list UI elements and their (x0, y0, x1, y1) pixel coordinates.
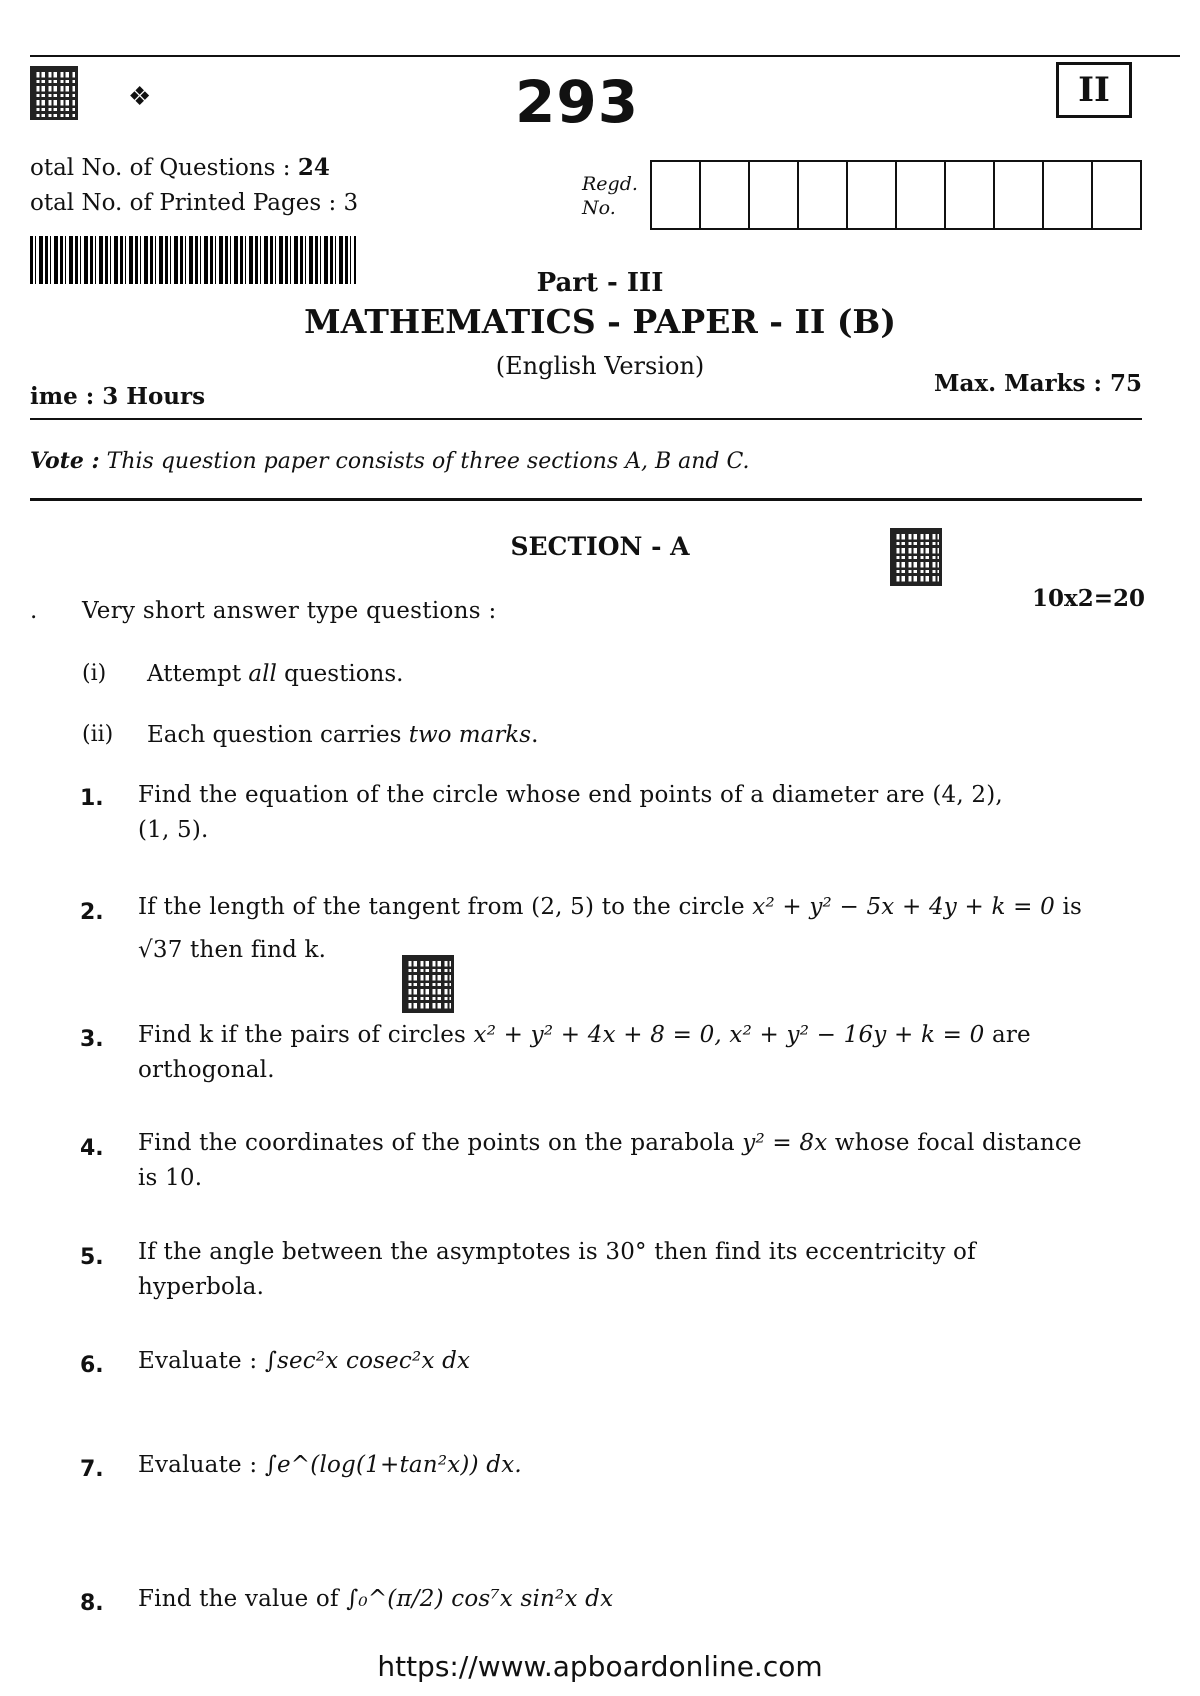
math-expression: y² = 8x (742, 1130, 828, 1156)
note-rule (30, 498, 1142, 501)
set-code-badge: II (1056, 62, 1132, 118)
question-text-part: If the length of the tangent from (2, 5) to the circle (138, 894, 753, 920)
section-marks: 10x2=20 (1031, 585, 1145, 612)
question-text-part: Find the value of (138, 1586, 347, 1612)
top-rule (30, 55, 1180, 57)
regd-digit-box (701, 162, 750, 228)
question-text (138, 1582, 1113, 1617)
question-text-part: Find k if the pairs of circles (138, 1022, 474, 1048)
question-line: is 10. (138, 1165, 203, 1191)
subject-title: MATHEMATICS - PAPER - II (B) (304, 302, 896, 341)
total-questions (30, 154, 330, 181)
regd-digit-box (799, 162, 848, 228)
regd-digit-box (848, 162, 897, 228)
question-text (138, 1126, 1113, 1196)
question-text (138, 1344, 1113, 1379)
question-number: 3. (80, 1027, 104, 1052)
question-line (138, 890, 1113, 925)
math-expression: x² + y² + 4x + 8 = 0, x² + y² − 16y + k = 0 (473, 1022, 985, 1048)
regd-number-boxes (650, 160, 1142, 230)
question-text-part: are (984, 1022, 1031, 1048)
question-text (138, 1448, 1113, 1483)
instruction-text-part: . (531, 722, 539, 748)
question-number: 1. (80, 786, 104, 811)
question-line (138, 1126, 1113, 1161)
regd-no-label (582, 172, 638, 220)
question-line: If the angle between the asymptotes is 30° then find its eccentricity of (138, 1239, 976, 1265)
section-intro: Very short answer type questions : (82, 598, 497, 624)
section-title: SECTION - A (510, 532, 690, 561)
diamond-ornament-icon: ❖ (128, 82, 152, 112)
question-text (138, 1018, 1113, 1088)
header-rule (30, 418, 1142, 420)
time-allowed: ime : 3 Hours (30, 383, 206, 410)
qr-code-icon (890, 528, 942, 586)
qr-code-icon (30, 66, 78, 120)
question-line (138, 1018, 1113, 1053)
regd-digit-box (995, 162, 1044, 228)
question-text-part: Evaluate : (138, 1348, 265, 1374)
math-expression: ∫₀^(π/2) cos⁷x sin²x dx (346, 1586, 614, 1612)
question-line: Find the equation of the circle whose end points of a diameter are (4, 2), (138, 782, 1003, 808)
question-number: 8. (80, 1591, 104, 1616)
question-number: 4. (80, 1136, 104, 1161)
question-number: 5. (80, 1245, 104, 1270)
question-number: 2. (80, 900, 104, 925)
instruction-text-part: Attempt (147, 661, 249, 687)
regd-digit-box (897, 162, 946, 228)
regd-digit-box (750, 162, 799, 228)
question-line: orthogonal. (138, 1057, 275, 1083)
qr-code-icon (402, 955, 454, 1013)
question-text-part: is (1054, 894, 1083, 920)
regd-digit-box (1044, 162, 1093, 228)
instruction-text-part: Each question carries (147, 722, 409, 748)
note-text: This question paper consists of three sections A, B and C. (106, 449, 750, 474)
version-label: (English Version) (495, 352, 705, 380)
total-questions-label: otal No. of Questions : (30, 155, 291, 181)
instruction-number: (i) (82, 661, 107, 686)
paper-code: 293 (515, 68, 640, 136)
instruction-text (147, 661, 403, 687)
note (30, 448, 750, 474)
regd-label-line2: No. (582, 197, 616, 219)
regd-digit-box (652, 162, 701, 228)
question-text-part: Find the coordinates of the points on the parabola (138, 1130, 743, 1156)
question-text-part: Evaluate : (138, 1452, 265, 1478)
source-url: https://www.apboardonline.com (377, 1650, 823, 1683)
instruction-emphasis: all (248, 661, 277, 687)
total-pages-value: 3 (343, 190, 359, 216)
part-heading: Part - III (536, 268, 664, 298)
question-number: 7. (80, 1457, 104, 1482)
regd-digit-box (1093, 162, 1140, 228)
question-text (138, 778, 1113, 848)
instruction-emphasis: two marks (408, 722, 532, 748)
instruction-text (147, 722, 538, 748)
max-marks: Max. Marks : 75 (934, 370, 1142, 397)
math-expression: ∫sec²x cosec²x dx (264, 1348, 471, 1374)
question-line: hyperbola. (138, 1274, 265, 1300)
question-text-part: whose focal distance (827, 1130, 1082, 1156)
instruction-number: (ii) (82, 722, 114, 747)
regd-digit-box (946, 162, 995, 228)
question-line: √37 then find k. (138, 937, 327, 963)
total-pages (30, 190, 358, 216)
regd-label-line1: Regd. (582, 173, 638, 195)
question-text (138, 1235, 1113, 1305)
math-expression: ∫e^(log(1+tan²x)) dx. (264, 1452, 522, 1478)
question-number: 6. (80, 1353, 104, 1378)
total-questions-value: 24 (297, 154, 330, 181)
math-expression: x² + y² − 5x + 4y + k = 0 (752, 894, 1055, 920)
question-bullet: . (30, 598, 38, 624)
instruction-text-part: questions. (276, 661, 404, 687)
total-pages-label: otal No. of Printed Pages : (30, 190, 337, 216)
note-label: Vote : (30, 448, 100, 474)
question-text (138, 890, 1113, 968)
question-line: (1, 5). (138, 817, 209, 843)
